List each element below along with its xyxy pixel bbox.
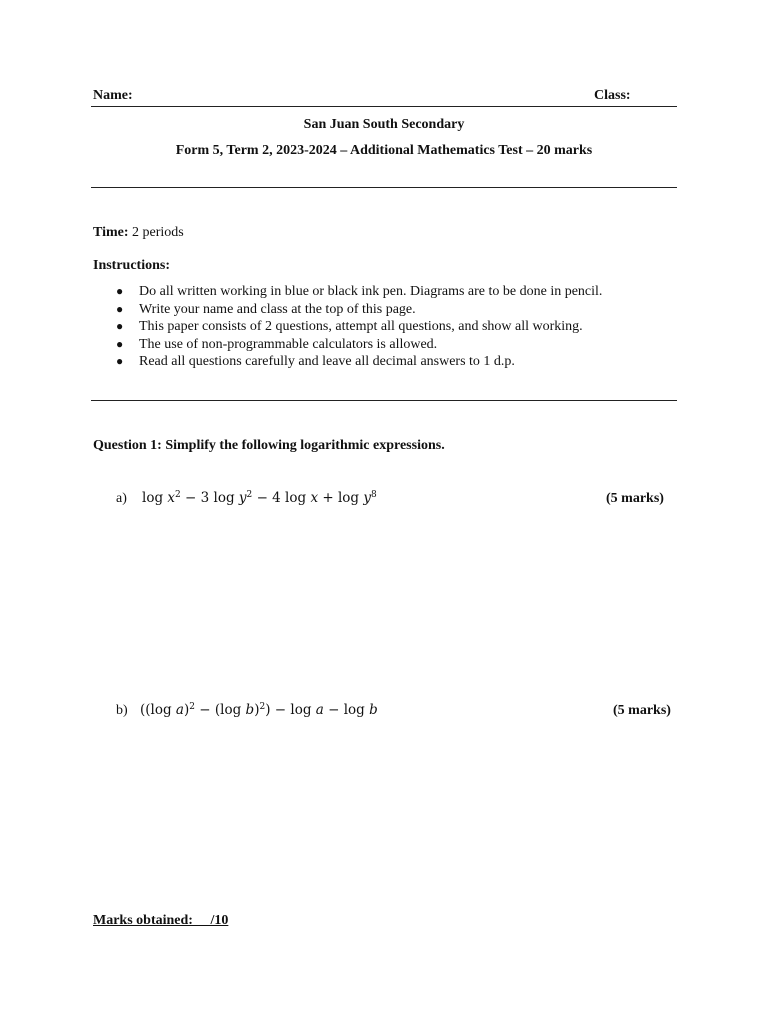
- time-value: 2 periods: [132, 225, 184, 240]
- bullet-icon: ●: [116, 319, 124, 333]
- class-label: Class:: [594, 88, 631, 103]
- part-a-marks: (5 marks): [606, 491, 664, 506]
- marks-obtained: Marks obtained: /10: [93, 913, 229, 928]
- part-b-label: b): [116, 703, 128, 718]
- header-rule-top: [91, 106, 677, 107]
- question-1-heading: Question 1: Simplify the following logarithmic expressions.: [93, 438, 445, 453]
- instruction-item: ● Write your name and class at the top of this page.: [116, 301, 416, 317]
- bullet-icon: ●: [116, 284, 124, 298]
- test-title: Form 5, Term 2, 2023-2024 – Additional Mathematics Test – 20 marks: [175, 143, 593, 158]
- bullet-icon: ●: [116, 301, 124, 316]
- instruction-item: ● Do all written working in blue or black ink pen. Diagrams are to be done in pencil.: [116, 284, 603, 299]
- instructions-heading: Instructions:: [93, 258, 171, 273]
- part-b-expression: ((log a)$^2$ − (log b)$^2$) − log a − log b: [140, 702, 378, 718]
- header-rule-bottom: [91, 187, 677, 188]
- name-label: Name:: [93, 88, 133, 103]
- time-label: Time:: [93, 225, 129, 240]
- school-name: San Juan South Secondary: [303, 117, 465, 132]
- part-a-expression: $\log x^2 - 3$ $\log y^2 - 4$ $\log x + \log y^8$: [142, 490, 377, 506]
- part-b-marks: (5 marks): [613, 703, 671, 718]
- bullet-icon: ●: [116, 336, 124, 351]
- instruction-item: ● The use of non-programmable calculators is allowed.: [116, 336, 438, 352]
- part-a-label: a): [116, 491, 127, 506]
- section-divider: [91, 400, 677, 401]
- instruction-item: ● This paper consists of 2 questions, attempt all questions, and show all working.: [116, 319, 583, 334]
- instruction-item: ● Read all questions carefully and leave all decimal answers to 1 d.p.: [116, 354, 515, 369]
- bullet-icon: ●: [116, 354, 124, 368]
- time-line: [93, 225, 184, 241]
- instructions-list: [93, 283, 693, 371]
